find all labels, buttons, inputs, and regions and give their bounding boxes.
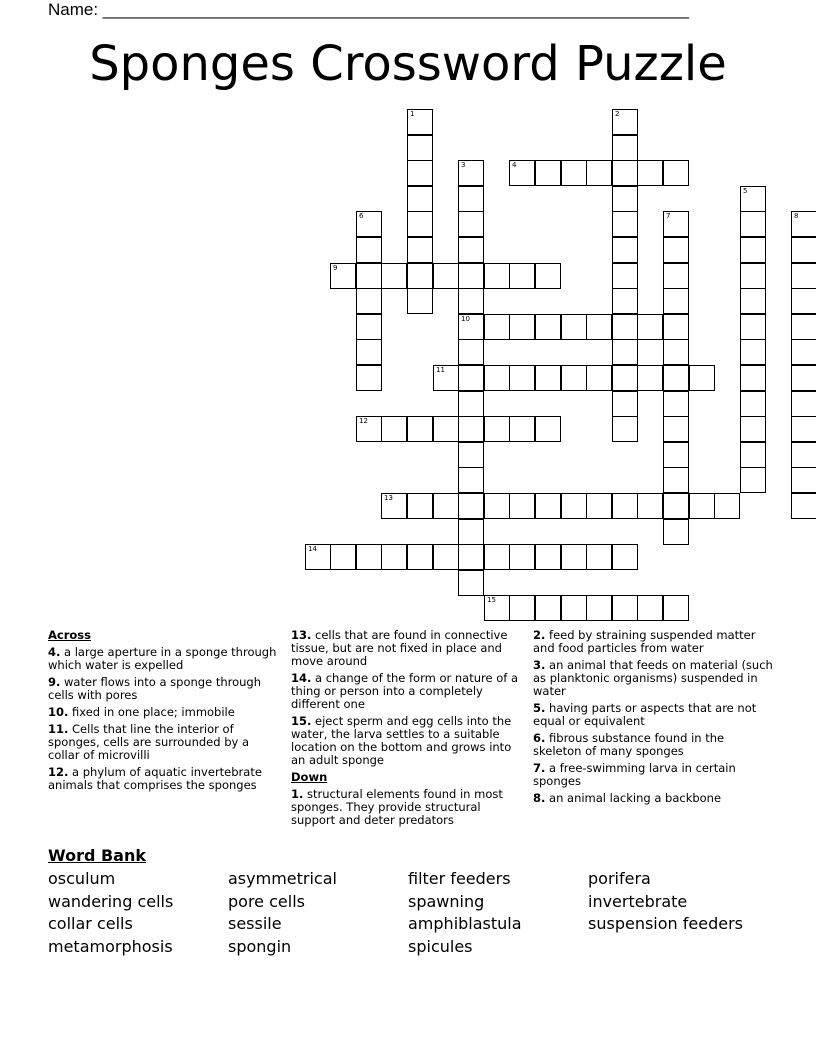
crossword-cell[interactable] [509, 493, 535, 519]
word-bank-item: spongin [228, 937, 292, 957]
crossword-cell[interactable] [509, 416, 535, 442]
clue-across-12: 12. a phylum of aquatic invertebrate animals that comprises the sponges [48, 765, 262, 792]
crossword-cell[interactable] [612, 365, 638, 391]
crossword-cell[interactable] [356, 544, 382, 570]
crossword-cell[interactable] [458, 160, 484, 186]
crossword-cell[interactable] [458, 237, 484, 263]
crossword-cell[interactable] [484, 365, 510, 391]
crossword-cell[interactable] [791, 314, 816, 340]
clue-down-8: 8. an animal lacking a backbone [533, 791, 722, 805]
crossword-cell[interactable] [484, 544, 510, 570]
crossword-cell[interactable] [791, 416, 816, 442]
word-bank-item: collar cells [48, 914, 133, 934]
crossword-cell[interactable] [612, 186, 638, 212]
cell-number: 11 [436, 366, 445, 374]
crossword-cell[interactable] [458, 314, 484, 340]
crossword-cell[interactable] [433, 544, 459, 570]
crossword-cell[interactable] [458, 416, 484, 442]
crossword-cell[interactable] [740, 416, 766, 442]
crossword-cell[interactable] [509, 544, 535, 570]
word-bank-item: filter feeders [408, 869, 511, 888]
crossword-cell[interactable] [535, 595, 561, 621]
crossword-cell[interactable] [740, 288, 766, 314]
crossword-cell[interactable] [535, 493, 561, 519]
crossword-cell[interactable] [509, 160, 535, 186]
crossword-cell[interactable] [663, 263, 689, 289]
crossword-cell[interactable] [458, 288, 484, 314]
crossword-cell[interactable] [458, 570, 484, 596]
clue-across-13: 13. cells that are found in connective tissue, but are not fixed in place and move around [291, 628, 508, 668]
crossword-cell[interactable] [458, 186, 484, 212]
crossword-cell[interactable] [407, 544, 433, 570]
word-bank-item: wandering cells [48, 891, 174, 911]
crossword-cell[interactable] [458, 442, 484, 468]
crossword-cell[interactable] [509, 365, 535, 391]
crossword-cell[interactable] [663, 416, 689, 442]
crossword-cell[interactable] [561, 365, 587, 391]
crossword-cell[interactable] [612, 263, 638, 289]
word-bank-item: spawning [408, 891, 485, 911]
crossword-cell[interactable] [356, 365, 382, 391]
crossword-cell[interactable] [458, 467, 484, 493]
clue-down-7: 7. a free-swimming larva in certain sponges [533, 761, 736, 788]
crossword-cell[interactable] [663, 467, 689, 493]
clue-down-3: 3. an animal that feeds on material (such as planktonic organisms) suspended in water [533, 658, 773, 698]
crossword-cell[interactable] [407, 416, 433, 442]
clue-across-11: 11. Cells that line the interior of sponges, cells are surrounded by a collar of microvilli [48, 722, 250, 762]
cell-number: 9 [333, 264, 338, 272]
cell-number: 8 [794, 212, 799, 220]
crossword-cell[interactable] [791, 442, 816, 468]
crossword-cell[interactable] [637, 314, 663, 340]
clues-across-col1 [48, 629, 280, 796]
word-bank-item: porifera [588, 869, 651, 888]
clue-across-4: 4. a large aperture in a sponge through which water is expelled [48, 645, 277, 672]
crossword-cell[interactable] [509, 595, 535, 621]
crossword-cell[interactable] [407, 493, 433, 519]
clue-down-1: 1. structural elements found in most sponges. They provide structural support and deter predators [291, 787, 503, 827]
word-bank-item: sessile [228, 914, 282, 934]
crossword-cell[interactable] [612, 391, 638, 417]
word-bank-column-1 [48, 868, 173, 959]
crossword-cell[interactable] [407, 186, 433, 212]
crossword-cell[interactable] [740, 391, 766, 417]
word-bank-column-3 [408, 868, 522, 959]
word-bank-item: amphiblastula [408, 914, 522, 934]
crossword-cell[interactable] [407, 237, 433, 263]
crossword-cell[interactable] [740, 263, 766, 289]
crossword-cell[interactable] [561, 544, 587, 570]
word-bank-item: invertebrate [588, 891, 688, 911]
crossword-cell[interactable] [484, 595, 510, 621]
crossword-cell[interactable] [561, 595, 587, 621]
crossword-cell[interactable] [740, 442, 766, 468]
crossword-cell[interactable] [586, 595, 612, 621]
clue-across-14: 14. a change of the form or nature of a thing or person into a completely different one [291, 671, 518, 711]
cell-number: 1 [410, 110, 415, 118]
crossword-cell[interactable] [433, 493, 459, 519]
crossword-cell[interactable] [612, 288, 638, 314]
word-bank-column-2 [228, 868, 337, 959]
crossword-cell[interactable] [330, 263, 356, 289]
crossword-cell[interactable] [561, 314, 587, 340]
word-bank-item: pore cells [228, 891, 305, 911]
crossword-cell[interactable] [612, 135, 638, 161]
crossword-cell[interactable] [740, 237, 766, 263]
crossword-cell[interactable] [407, 263, 433, 289]
crossword-cell[interactable] [586, 493, 612, 519]
word-bank-title: Word Bank [48, 846, 147, 865]
crossword-cell[interactable] [484, 263, 510, 289]
crossword-cell[interactable] [663, 288, 689, 314]
crossword-cell[interactable] [484, 416, 510, 442]
crossword-cell[interactable] [458, 211, 484, 237]
crossword-cell[interactable] [791, 493, 816, 519]
crossword-cell[interactable] [740, 365, 766, 391]
crossword-cell[interactable] [356, 416, 382, 442]
cell-number: 6 [359, 212, 364, 220]
crossword-cell[interactable] [381, 493, 407, 519]
down-heading: Down [291, 770, 328, 784]
crossword-cell[interactable] [663, 160, 689, 186]
word-bank-item: metamorphosis [48, 937, 173, 957]
crossword-cell[interactable] [791, 365, 816, 391]
crossword-cell[interactable] [484, 493, 510, 519]
crossword-cell[interactable] [330, 544, 356, 570]
clue-across-10: 10. fixed in one place; immobile [48, 705, 235, 719]
crossword-cell[interactable] [663, 595, 689, 621]
crossword-cell[interactable] [458, 391, 484, 417]
crossword-cell[interactable] [791, 288, 816, 314]
crossword-cell[interactable] [791, 237, 816, 263]
crossword-cell[interactable] [458, 263, 484, 289]
crossword-cell[interactable] [689, 365, 715, 391]
crossword-cell[interactable] [535, 544, 561, 570]
crossword-cell[interactable] [637, 595, 663, 621]
crossword-cell[interactable] [637, 160, 663, 186]
cell-number: 2 [615, 110, 620, 118]
cell-number: 15 [487, 596, 496, 604]
crossword-cell[interactable] [356, 263, 382, 289]
cell-number: 13 [384, 494, 393, 502]
crossword-cell[interactable] [740, 211, 766, 237]
clues-col2 [291, 629, 527, 831]
crossword-cell[interactable] [407, 135, 433, 161]
crossword-cell[interactable] [663, 493, 689, 519]
crossword-cell[interactable] [356, 237, 382, 263]
word-bank-column-4 [588, 868, 743, 936]
cell-number: 7 [666, 212, 671, 220]
crossword-cell[interactable] [663, 339, 689, 365]
crossword-cell[interactable] [740, 467, 766, 493]
crossword-cell[interactable] [689, 493, 715, 519]
crossword-cell[interactable] [791, 391, 816, 417]
crossword-cell[interactable] [714, 493, 740, 519]
crossword-cell[interactable] [586, 544, 612, 570]
crossword-cell[interactable] [740, 339, 766, 365]
crossword-cell[interactable] [381, 416, 407, 442]
crossword-cell[interactable] [458, 544, 484, 570]
clue-across-15: 15. eject sperm and egg cells into the water, the larva settles to a suitable location on the bottom and grows into an adult sponge [291, 714, 512, 767]
word-bank-item: spicules [408, 937, 473, 957]
cell-number: 3 [461, 161, 466, 169]
crossword-cell[interactable] [586, 314, 612, 340]
crossword-cell[interactable] [458, 493, 484, 519]
crossword-cell[interactable] [612, 339, 638, 365]
word-bank-item: asymmetrical [228, 869, 337, 888]
crossword-cell[interactable] [458, 519, 484, 545]
crossword-cell[interactable] [586, 365, 612, 391]
crossword-cell[interactable] [433, 416, 459, 442]
page-title: Sponges Crossword Puzzle [89, 36, 727, 92]
crossword-cell[interactable] [433, 365, 459, 391]
crossword-cell[interactable] [612, 493, 638, 519]
crossword-cell[interactable] [663, 442, 689, 468]
crossword-cell[interactable] [407, 211, 433, 237]
crossword-cell[interactable] [663, 211, 689, 237]
crossword-cell[interactable] [791, 467, 816, 493]
crossword-cell[interactable] [356, 314, 382, 340]
crossword-cell[interactable] [407, 288, 433, 314]
crossword-cell[interactable] [356, 288, 382, 314]
cell-number: 5 [743, 187, 748, 195]
clue-down-2: 2. feed by straining suspended matter and food particles from water [533, 628, 756, 655]
crossword-cell[interactable] [407, 160, 433, 186]
crossword-cell[interactable] [433, 263, 459, 289]
cell-number: 10 [461, 315, 470, 323]
crossword-cell[interactable] [381, 263, 407, 289]
crossword-cell[interactable] [535, 314, 561, 340]
crossword-cell[interactable] [561, 493, 587, 519]
clue-down-5: 5. having parts or aspects that are not equal or equivalent [533, 701, 757, 728]
crossword-cell[interactable] [740, 186, 766, 212]
cell-number: 14 [308, 545, 317, 553]
across-heading: Across [48, 628, 91, 642]
cell-number: 4 [512, 161, 517, 169]
crossword-cell[interactable] [586, 160, 612, 186]
crossword-cell[interactable] [612, 544, 638, 570]
crossword-cell[interactable] [458, 365, 484, 391]
crossword-cell[interactable] [535, 160, 561, 186]
crossword-cell[interactable] [484, 314, 510, 340]
crossword-cell[interactable] [612, 237, 638, 263]
crossword-cell[interactable] [663, 237, 689, 263]
crossword-cell[interactable] [535, 416, 561, 442]
word-bank-item: suspension feeders [588, 914, 743, 934]
crossword-cell[interactable] [458, 339, 484, 365]
crossword-cell[interactable] [663, 391, 689, 417]
crossword-cell[interactable] [791, 339, 816, 365]
crossword-cell[interactable] [535, 263, 561, 289]
crossword-cell[interactable] [637, 365, 663, 391]
crossword-cell[interactable] [356, 339, 382, 365]
crossword-cell[interactable] [561, 160, 587, 186]
crossword-cell[interactable] [381, 544, 407, 570]
crossword-cell[interactable] [663, 519, 689, 545]
cell-number: 12 [359, 417, 368, 425]
clues-down-col3 [533, 629, 773, 809]
crossword-cell[interactable] [356, 211, 382, 237]
crossword-cell[interactable] [612, 160, 638, 186]
crossword-cell[interactable] [509, 314, 535, 340]
crossword-cell[interactable] [791, 263, 816, 289]
word-bank-item: osculum [48, 869, 116, 888]
crossword-cell[interactable] [663, 314, 689, 340]
crossword-cell[interactable] [612, 314, 638, 340]
crossword-cell[interactable] [612, 109, 638, 135]
crossword-cell[interactable] [535, 365, 561, 391]
crossword-cell[interactable] [612, 416, 638, 442]
crossword-cell[interactable] [612, 595, 638, 621]
crossword-cell[interactable] [612, 211, 638, 237]
clue-across-9: 9. water flows into a sponge through cells with pores [48, 675, 262, 702]
crossword-cell[interactable] [407, 109, 433, 135]
crossword-cell[interactable] [740, 314, 766, 340]
crossword-cell[interactable] [509, 263, 535, 289]
name-line: Name: ______________________________________________________________ [48, 0, 689, 19]
crossword-cell[interactable] [791, 211, 816, 237]
crossword-cell[interactable] [637, 493, 663, 519]
clue-down-6: 6. fibrous substance found in the skeleton of many sponges [533, 731, 725, 758]
crossword-cell[interactable] [663, 365, 689, 391]
crossword-cell[interactable] [305, 544, 331, 570]
